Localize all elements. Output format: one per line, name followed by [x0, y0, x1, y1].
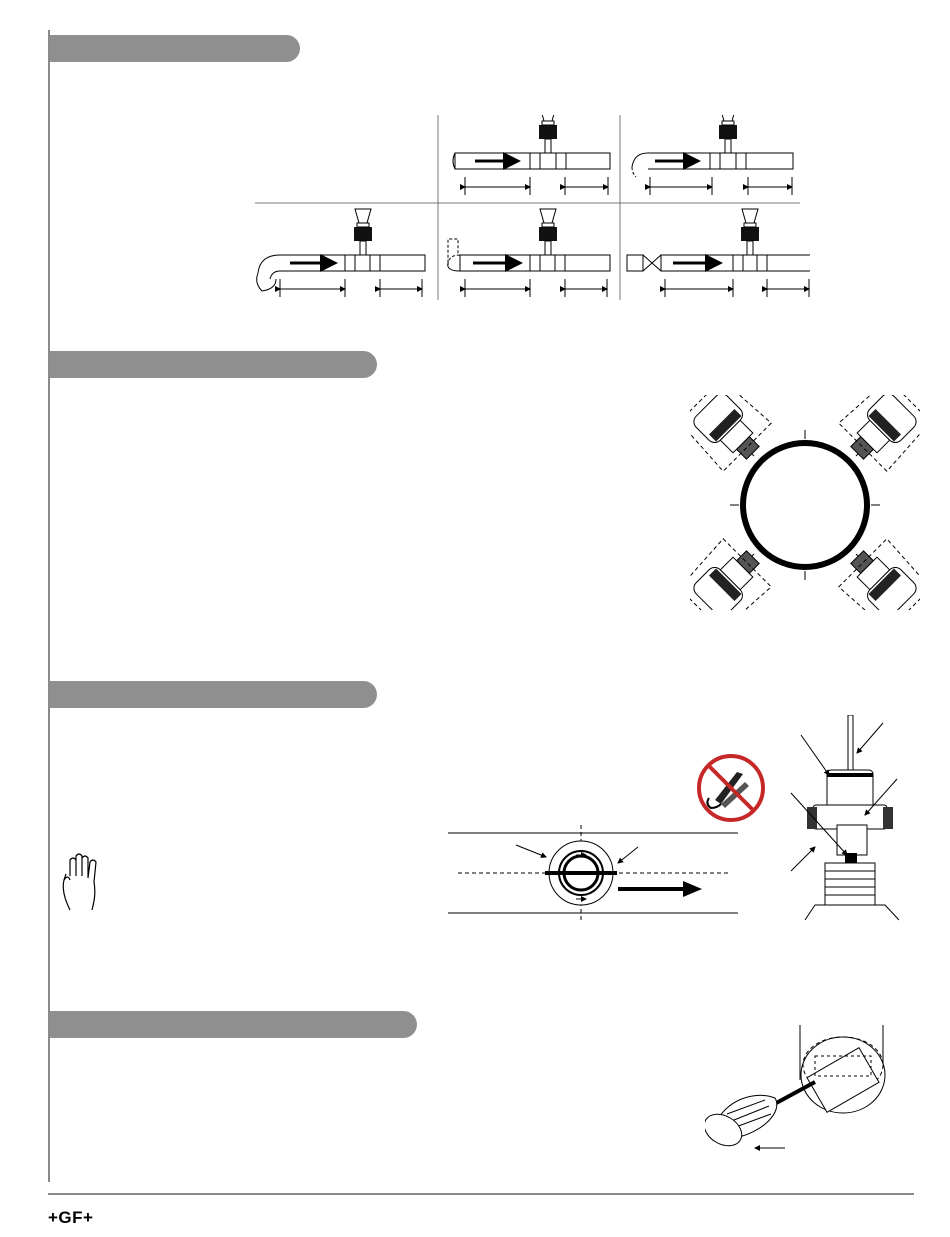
section-1-tab — [50, 35, 300, 62]
gf-logo: +GF+ — [48, 1208, 94, 1227]
left-margin-rule — [48, 30, 50, 1182]
alignment-icon — [448, 825, 738, 920]
no-pliers-icon — [695, 752, 767, 824]
pipe-configuration-icon — [250, 115, 810, 300]
section-4-tab — [50, 1011, 417, 1038]
mounting-position-icon — [690, 395, 920, 610]
hand-tighten-icon — [58, 852, 110, 912]
footer-rule — [48, 1193, 914, 1195]
screwdriver-icon — [705, 1020, 890, 1160]
section-3-tab — [50, 681, 377, 708]
sensor-side-icon — [785, 715, 915, 925]
section-2-tab — [50, 351, 377, 378]
